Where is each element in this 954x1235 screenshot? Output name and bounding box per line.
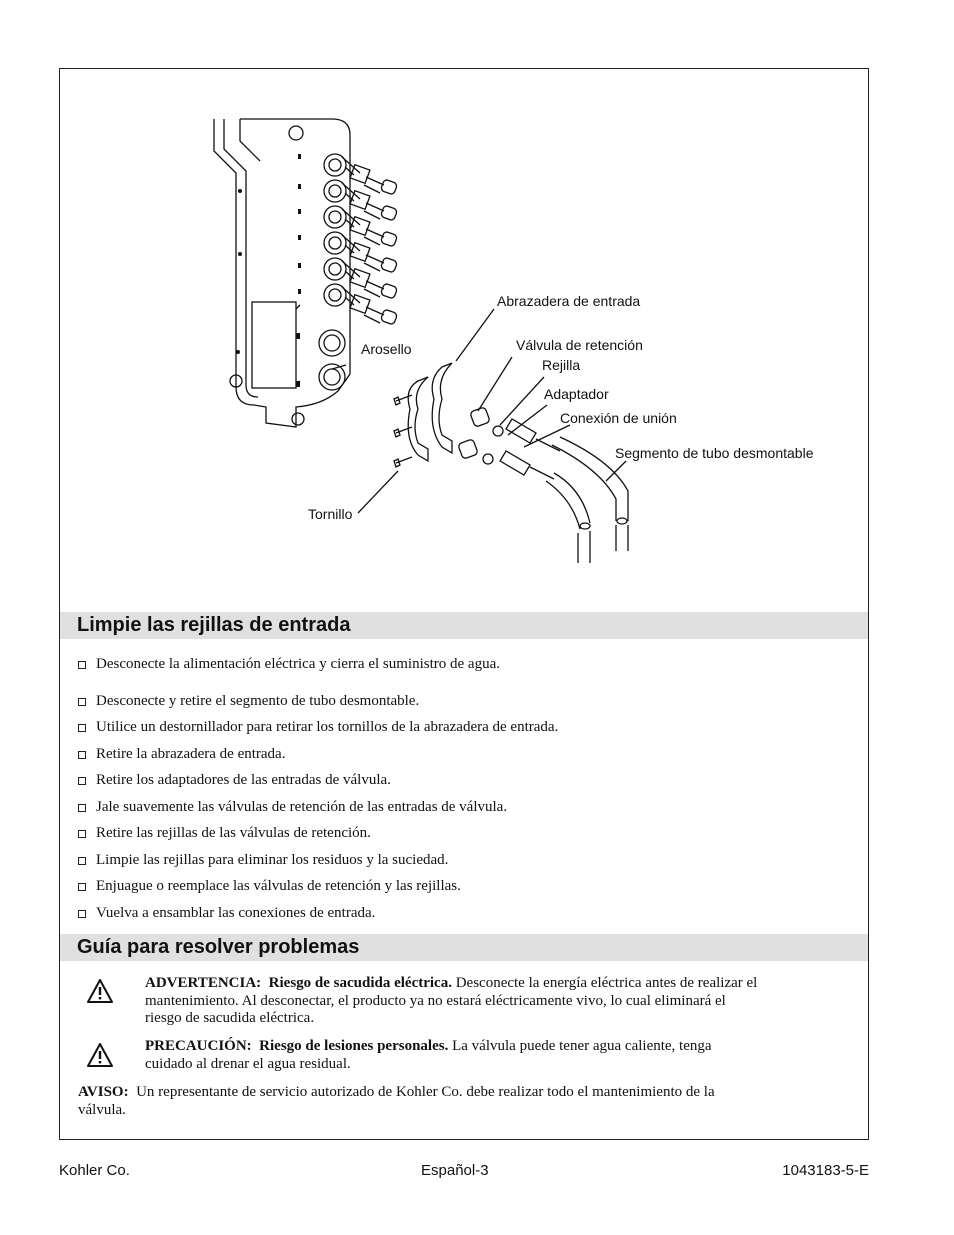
bullet-icon <box>78 830 86 838</box>
section-title-limpie: Limpie las rejillas de entrada <box>77 614 351 636</box>
label-arosello: Arosello <box>361 341 412 357</box>
bullet-icon <box>78 661 86 669</box>
label-adaptador: Adaptador <box>544 386 609 402</box>
label-abrazadera-de-entrada: Abrazadera de entrada <box>497 293 641 309</box>
footer-page-number: Español-3 <box>421 1162 489 1179</box>
bullet-icon <box>78 724 86 732</box>
bullet-icon <box>78 910 86 918</box>
bullet-icon <box>78 751 86 759</box>
label-conexion-de-union: Conexión de unión <box>560 410 677 426</box>
notice-lead: AVISO: <box>78 1084 129 1100</box>
section-header-limpie <box>60 612 868 639</box>
service-notice: AVISO: Un representante de servicio autorizado de Kohler Co. debe realizar todo el mantenimiento de la válvula. <box>78 1084 715 1118</box>
warning-notice: ADVERTENCIA: Riesgo de sacudida eléctrica. Desconecte la energía eléctrica antes de realizar el mantenimiento. Al desconectar, el producto ya no estará eléctricamente vivo, lo cual eliminará el riesgo de sacudida eléctrica. <box>145 975 758 1026</box>
exploded-view-diagram <box>60 69 868 609</box>
label-valvula-de-retencion: Válvula de retención <box>516 337 643 353</box>
warning-bold: Riesgo de sacudida eléctrica. <box>268 975 452 991</box>
bullet-icon <box>78 804 86 812</box>
bullet-icon <box>78 857 86 865</box>
caution-bold: Riesgo de lesiones personales. <box>259 1038 449 1054</box>
bullet-icon <box>78 777 86 785</box>
warning-triangle-icon <box>86 978 114 1004</box>
bullet-icon <box>78 883 86 891</box>
footer-company: Kohler Co. <box>59 1162 130 1179</box>
label-tornillo: Tornillo <box>308 506 353 522</box>
warning-lead: ADVERTENCIA: <box>145 975 262 991</box>
section-header-guia <box>60 934 868 961</box>
footer-document-number: 1043183-5-E <box>782 1162 869 1179</box>
caution-triangle-icon <box>86 1042 114 1068</box>
caution-notice: PRECAUCIÓN: Riesgo de lesiones personales. La válvula puede tener agua caliente, tenga cuidado al drenar el agua residual. <box>145 1038 712 1072</box>
section-title-guia: Guía para resolver problemas <box>77 936 360 958</box>
caution-lead: PRECAUCIÓN: <box>145 1038 252 1054</box>
label-segmento-de-tubo-desmontable: Segmento de tubo desmontable <box>615 445 814 461</box>
valve-assembly-illustration <box>60 69 868 609</box>
document-frame: Abrazadera de entrada Válvula de retención Rejilla Adaptador Conexión de unión Segmento de tubo desmontable Arosello Tornillo Limpie las rejillas de entrada Desconecte la alimentación eléctrica y cierra el suministro de agua. Desconecte y retire el segmento de tubo desmontable. Utilice un destornillador para retirar los tornillos de la abrazadera de entrada. Retire la abrazadera de entrada. Retire los adaptadores de las entradas de válvula. Jale suavemente las válvulas de retención de las entradas de válvula. Retire las rejillas de las válvulas de retención. Limpie las rejillas para eliminar los residuos y la suciedad. Enjuague o reemplace las válvulas de retención y las rejillas. Vuelva a ensamblar las conexiones de entrada. Guía para resolver problemas ADVERTENCIA: Riesgo de sacudida eléctrica. Desconecte la energía eléctrica antes de realizar el mantenimiento. Al desconectar, el producto ya no estará eléctricamente vivo, lo cual eliminará el riesgo de sacudida eléctrica. PRECAUCIÓN: Riesgo de lesiones personales. La válvula puede tener agua caliente, tenga cuidado al drenar el agua residual. AVISO: Un representante de servicio autorizado de Kohler Co. debe realizar todo el mantenimiento de la válvula. <box>59 68 869 1140</box>
label-rejilla: Rejilla <box>542 357 581 373</box>
bullet-icon <box>78 698 86 706</box>
